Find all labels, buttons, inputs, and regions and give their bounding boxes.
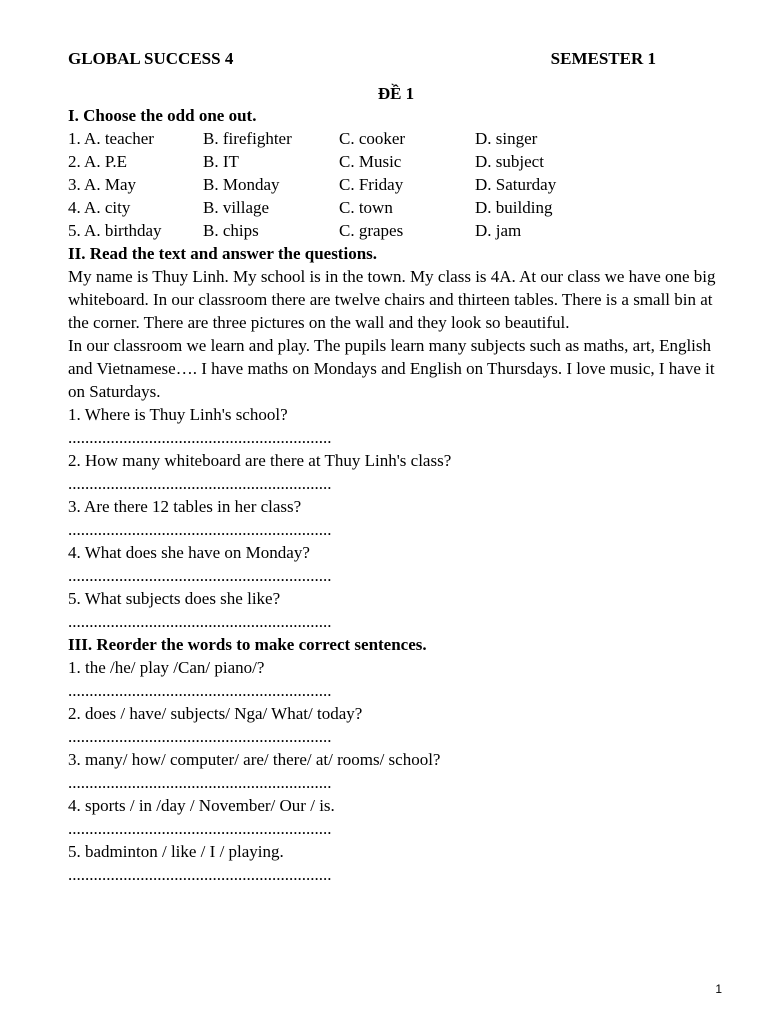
answer-line: ..............................................................	[68, 819, 332, 838]
answer-line: ..............................................................	[68, 773, 332, 792]
option-d: D. building	[475, 198, 553, 217]
option-a: 1. A. teacher	[68, 129, 154, 148]
worksheet-content	[68, 104, 724, 886]
option-a: 2. A. P.E	[68, 152, 128, 171]
reorder-item: 3. many/ how/ computer/ are/ there/ at/ rooms/ school?	[68, 750, 441, 769]
option-a: 3. A. May	[68, 175, 136, 194]
option-d: D. singer	[475, 129, 538, 148]
exam-title: ĐỀ 1	[377, 84, 415, 103]
odd-one-out-row	[68, 173, 724, 196]
option-b: B. firefighter	[203, 129, 292, 148]
page-number: 1	[715, 982, 722, 996]
question: 4. What does she have on Monday?	[68, 543, 310, 562]
answer-line: ..............................................................	[68, 566, 332, 585]
section-3-heading: III. Reorder the words to make correct sentences.	[68, 635, 427, 654]
option-b: B. chips	[203, 221, 259, 240]
question: 5. What subjects does she like?	[68, 589, 281, 608]
option-b: B. Monday	[203, 175, 280, 194]
answer-line: ..............................................................	[68, 681, 332, 700]
option-d: D. jam	[475, 221, 522, 240]
odd-one-out-row	[68, 127, 724, 150]
option-b: B. IT	[203, 152, 239, 171]
semester-label: SEMESTER 1	[550, 49, 656, 68]
reading-paragraph-2: In our classroom we learn and play. The pupils learn many subjects such as maths, art, English and Vietnamese…. I have maths on Mondays and English on Thursdays. I love music, I have it on Saturdays.	[68, 336, 715, 401]
option-c: C. cooker	[339, 129, 406, 148]
option-d: D. Saturday	[475, 175, 557, 194]
option-a: 4. A. city	[68, 198, 131, 217]
book-title: GLOBAL SUCCESS 4	[68, 49, 234, 68]
option-c: C. grapes	[339, 221, 404, 240]
option-c: C. Music	[339, 152, 402, 171]
answer-line: ..............................................................	[68, 474, 332, 493]
option-a: 5. A. birthday	[68, 221, 162, 240]
odd-one-out-row	[68, 150, 724, 173]
answer-line: ..............................................................	[68, 520, 332, 539]
section-2-heading: II. Read the text and answer the questions.	[68, 244, 378, 263]
option-c: C. Friday	[339, 175, 404, 194]
answer-line: ..............................................................	[68, 428, 332, 447]
section-1-heading: I. Choose the odd one out.	[68, 106, 257, 125]
option-c: C. town	[339, 198, 393, 217]
question: 2. How many whiteboard are there at Thuy Linh's class?	[68, 451, 452, 470]
answer-line: ..............................................................	[68, 865, 332, 884]
question: 3. Are there 12 tables in her class?	[68, 497, 302, 516]
answer-line: ..............................................................	[68, 727, 332, 746]
question: 1. Where is Thuy Linh's school?	[68, 405, 288, 424]
odd-one-out-row	[68, 219, 724, 242]
answer-line: ..............................................................	[68, 612, 332, 631]
option-d: D. subject	[475, 152, 544, 171]
reorder-item: 4. sports / in /day / November/ Our / is.	[68, 796, 335, 815]
option-b: B. village	[203, 198, 270, 217]
page-header	[68, 47, 656, 70]
odd-one-out-row	[68, 196, 724, 219]
reorder-item: 2. does / have/ subjects/ Nga/ What/ today?	[68, 704, 363, 723]
reorder-item: 5. badminton / like / I / playing.	[68, 842, 284, 861]
reading-paragraph-1: My name is Thuy Linh. My school is in the town. My class is 4A. At our class we have one big whiteboard. In our classroom there are twelve chairs and thirteen tables. There is a small bin at the corner. There are three pictures on the wall and they look so beautiful.	[68, 267, 716, 332]
reorder-item: 1. the /he/ play /Can/ piano/?	[68, 658, 265, 677]
